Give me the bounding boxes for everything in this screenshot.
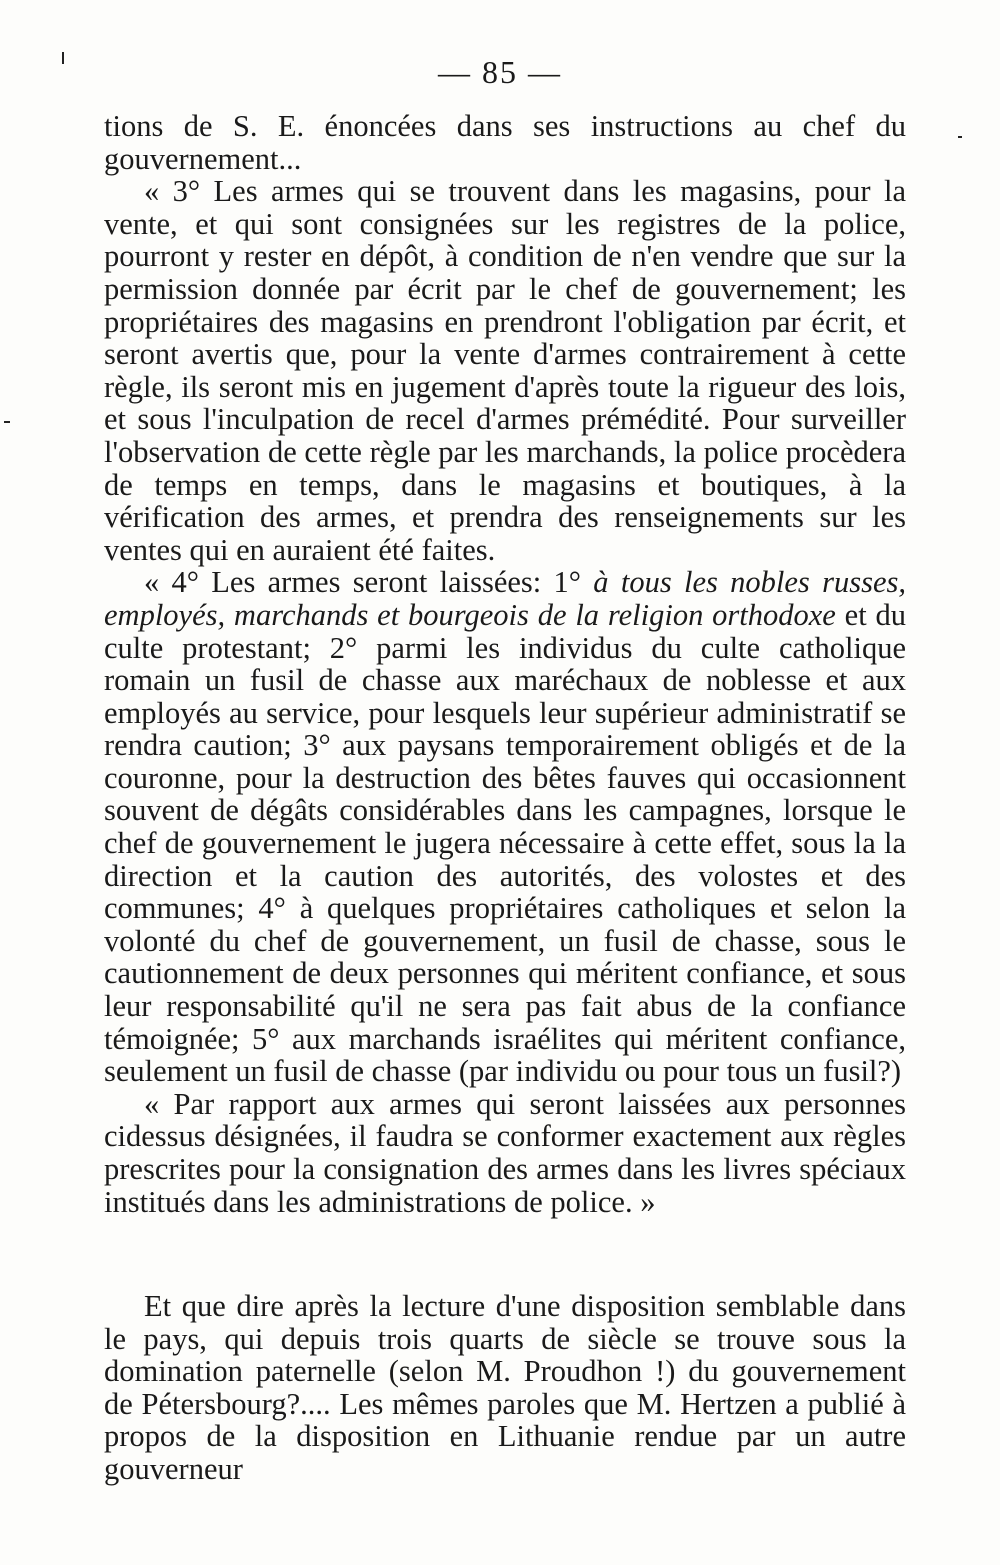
quoted-instructions: [104, 110, 906, 1218]
paragraph-article-3: « 3° Les armes qui se trouvent dans les magasins, pour la vente, et qui sont consignées sur les registres de la police, pourront y rester en dépôt, à condition de n'en vendre que sur la permission donnée par écrit par le chef de gouvernement; les propriétaires des magasins en prendront l'obligation par écrit, et seront avertis que, pour la vente d'armes contrairement à cette règle, ils seront mis en jugement d'après toute la rigueur des lois, et sous l'inculpation de recel d'armes prémédité. Pour surveiller l'observation de cette règle par les marchands, la police procèdera de temps en temps, dans le magasins et boutiques, à la vérification des armes, et prendra des renseignements sur les ventes qui en auraient été faites.: [104, 174, 906, 567]
closing-paragraph: [104, 1290, 906, 1486]
margin-speck: [4, 421, 10, 423]
margin-speck: [958, 136, 962, 138]
paragraph-article-4: « 4° Les armes seront laissées: 1° à tous les nobles russes, employés, marchands et bourgeois de la religion orthodoxe et du culte protestant; 2° parmi les individus du culte catholique romain un fusil de chasse aux maréchaux de noblesse et aux employés au service, pour lesquels leur supérieur administratif se rendra caution; 3° aux paysans temporairement obligés et de la couronne, pour la destruction des bêtes fauves qui occasionnent souvent de dégâts considérables dans les campagnes, lorsque le chef de gouvernement le jugera nécessaire à cette effet, sous la la direction et la caution des autorités, des volostes et des communes; 4° à quelques propriétaires catholiques et selon la volonté du chef de gouvernement, un fusil de chasse, sous le cautionnement de deux personnes qui méritent confiance, et sous leur responsabilité qu'il ne sera pas fait abus de la confiance témoignée; 5° aux marchands israélites qui méritent confiance, seulement un fusil de chasse (par individu ou pour tous un fusil?): [104, 565, 906, 1089]
paragraph-continuation: tions de S. E. énoncées dans ses instructions au chef du gouvernement...: [104, 109, 906, 176]
italic-phrase: à tous les nobles russes, employés, marchands et bourgeois de la religion orthodoxe: [104, 565, 906, 632]
margin-speck: [62, 52, 64, 64]
page-number: — 85 —: [438, 54, 562, 90]
paragraph-consignation: « Par rapport aux armes qui seront laissées aux personnes cidessus désignées, il faudra se conformer exactement aux règles prescrites pour la consignation des armes dans les livres spéciaux institués dans les administrations de police. »: [104, 1086, 906, 1219]
paragraph-commentary: Et que dire après la lecture d'une disposition semblable dans le pays, qui depuis trois quarts de siècle se trouve sous la domination paternelle (selon M. Proudhon !) du gouvernement de Pétersbourg?.... Les mêmes paroles que M. Hertzen a publié à propos de la disposition en Lithuanie rendue par un autre gouverneur: [104, 1289, 906, 1486]
